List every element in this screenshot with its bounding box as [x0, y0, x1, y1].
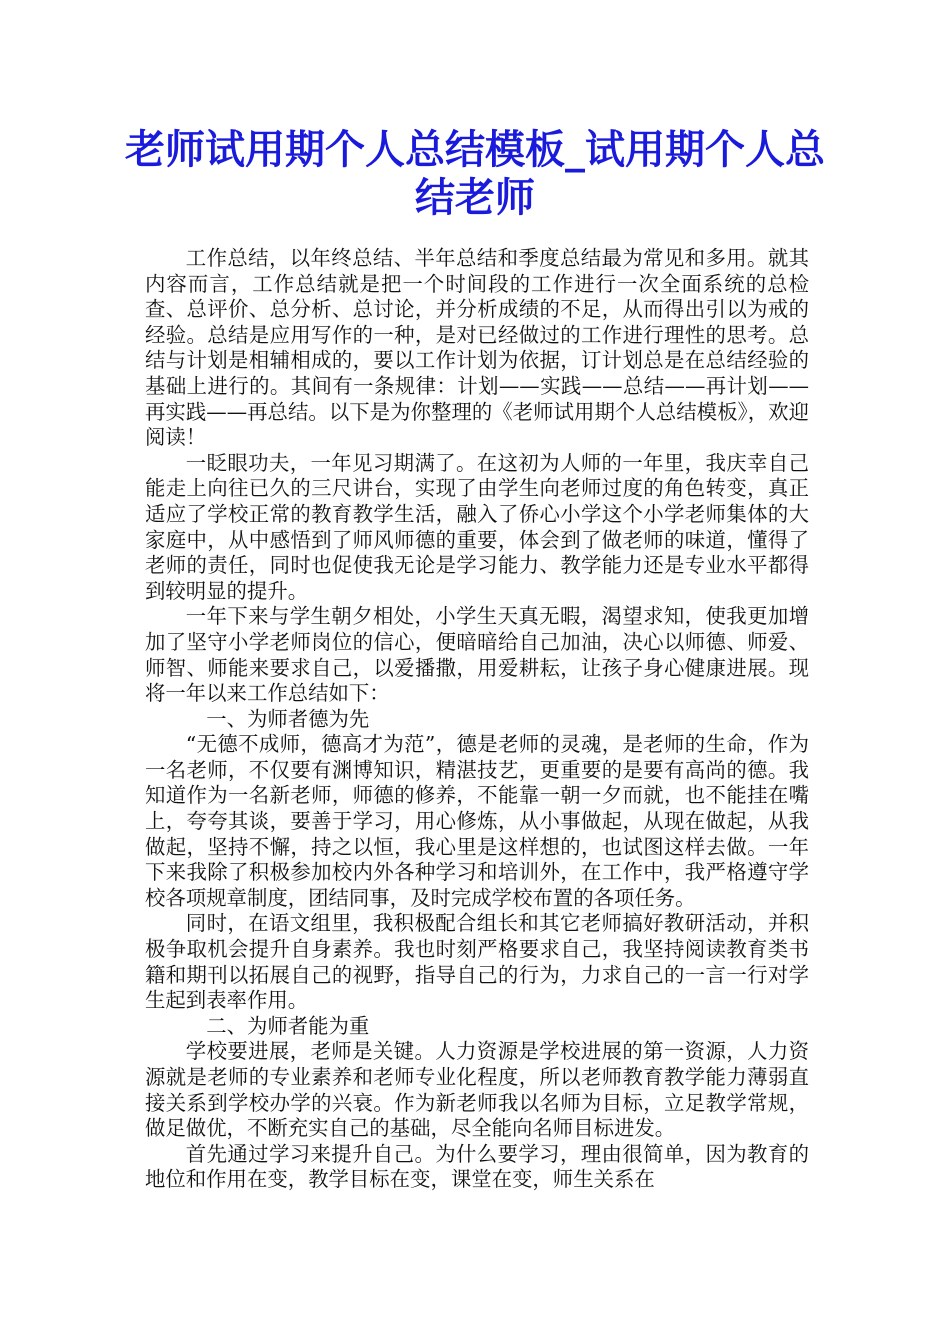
section-heading-virtue: 一、为师者德为先: [206, 706, 370, 731]
paragraph-internship: 一眨眼功夫，一年见习期满了。在这初为人师的一年里，我庆幸自己能走上向往已久的三尺讲台，实现了由学生向老师过度的角色转变，真正适应了学校正常的教育教学生活，融入了侨心小学这个小学老师集体的大家庭中，从中感悟到了师风师德的重要，体会到了做老师的味道，懂得了老师的责任，同时也促使我无论是学习能力、教学能力还是专业水平都得到较明显的提升。: [145, 450, 809, 603]
paragraph-virtue: “无德不成师，德高才为范”，德是老师的灵魂，是老师的生命，作为一名老师，不仅要有渊博知识，精湛技艺，更重要的是要有高尚的德。我知道作为一名新老师，师德的修养，不能靠一朝一夕而就，也不能挂在嘴上，夸夸其谈，要善于学习，用心修炼，从小事做起，从现在做起，从我做起，坚持不懈，持之以恒，我心里是这样想的，也试图这样去做。一年下来我除了积极参加校内外各种学习和培训外，在工作中，我严格遵守学校各项规章制度，团结同事，及时完成学校布置的各项任务。: [145, 732, 809, 910]
paragraph-research: 同时，在语文组里，我积极配合组长和其它老师搞好教研活动，并积极争取机会提升自身素养。我也时刻严格要求自己，我坚持阅读教育类书籍和期刊以拓展自己的视野，指导自己的行为，力求自己的一言一行对学生起到表率作用。: [145, 911, 809, 1013]
paragraph-learning: 首先通过学习来提升自己。为什么要学习，理由很简单，因为教育的地位和作用在变，教学目标在变，课堂在变，师生关系在: [145, 1141, 809, 1192]
document-body: [145, 246, 809, 1193]
paragraph-ability: 学校要进展，老师是关键。人力资源是学校进展的第一资源，人力资源就是老师的专业素养和老师专业化程度，所以老师教育教学能力薄弱直接关系到学校办学的兴衰。作为新老师我以名师为目标，立足教学常规，做足做优，不断充实自己的基础，尽全能向名师目标进发。: [145, 1039, 809, 1141]
paragraph-students: 一年下来与学生朝夕相处，小学生天真无暇，渴望求知，使我更加增加了坚守小学老师岗位的信心，便暗暗给自己加油，决心以师德、师爱、师智、师能来要求自己，以爱播撒，用爱耕耘，让孩子身心健康进展。现将一年以来工作总结如下：: [145, 604, 809, 706]
document-title: 老师试用期个人总结模板_试用期个人总结老师: [125, 126, 825, 221]
paragraph-intro: 工作总结，以年终总结、半年总结和季度总结最为常见和多用。就其内容而言，工作总结就是把一个时间段的工作进行一次全面系统的总检查、总评价、总分析、总讨论，并分析成绩的不足，从而得出引以为戒的经验。总结是应用写作的一种，是对已经做过的工作进行理性的思考。总结与计划是相辅相成的，要以工作计划为依据，订计划总是在总结经验的基础上进行的。其间有一条规律：计划——实践——总结——再计划——再实践——再总结。以下是为你整理的《老师试用期个人总结模板》，欢迎阅读！: [145, 246, 809, 450]
section-heading-ability: 二、为师者能为重: [206, 1013, 370, 1038]
